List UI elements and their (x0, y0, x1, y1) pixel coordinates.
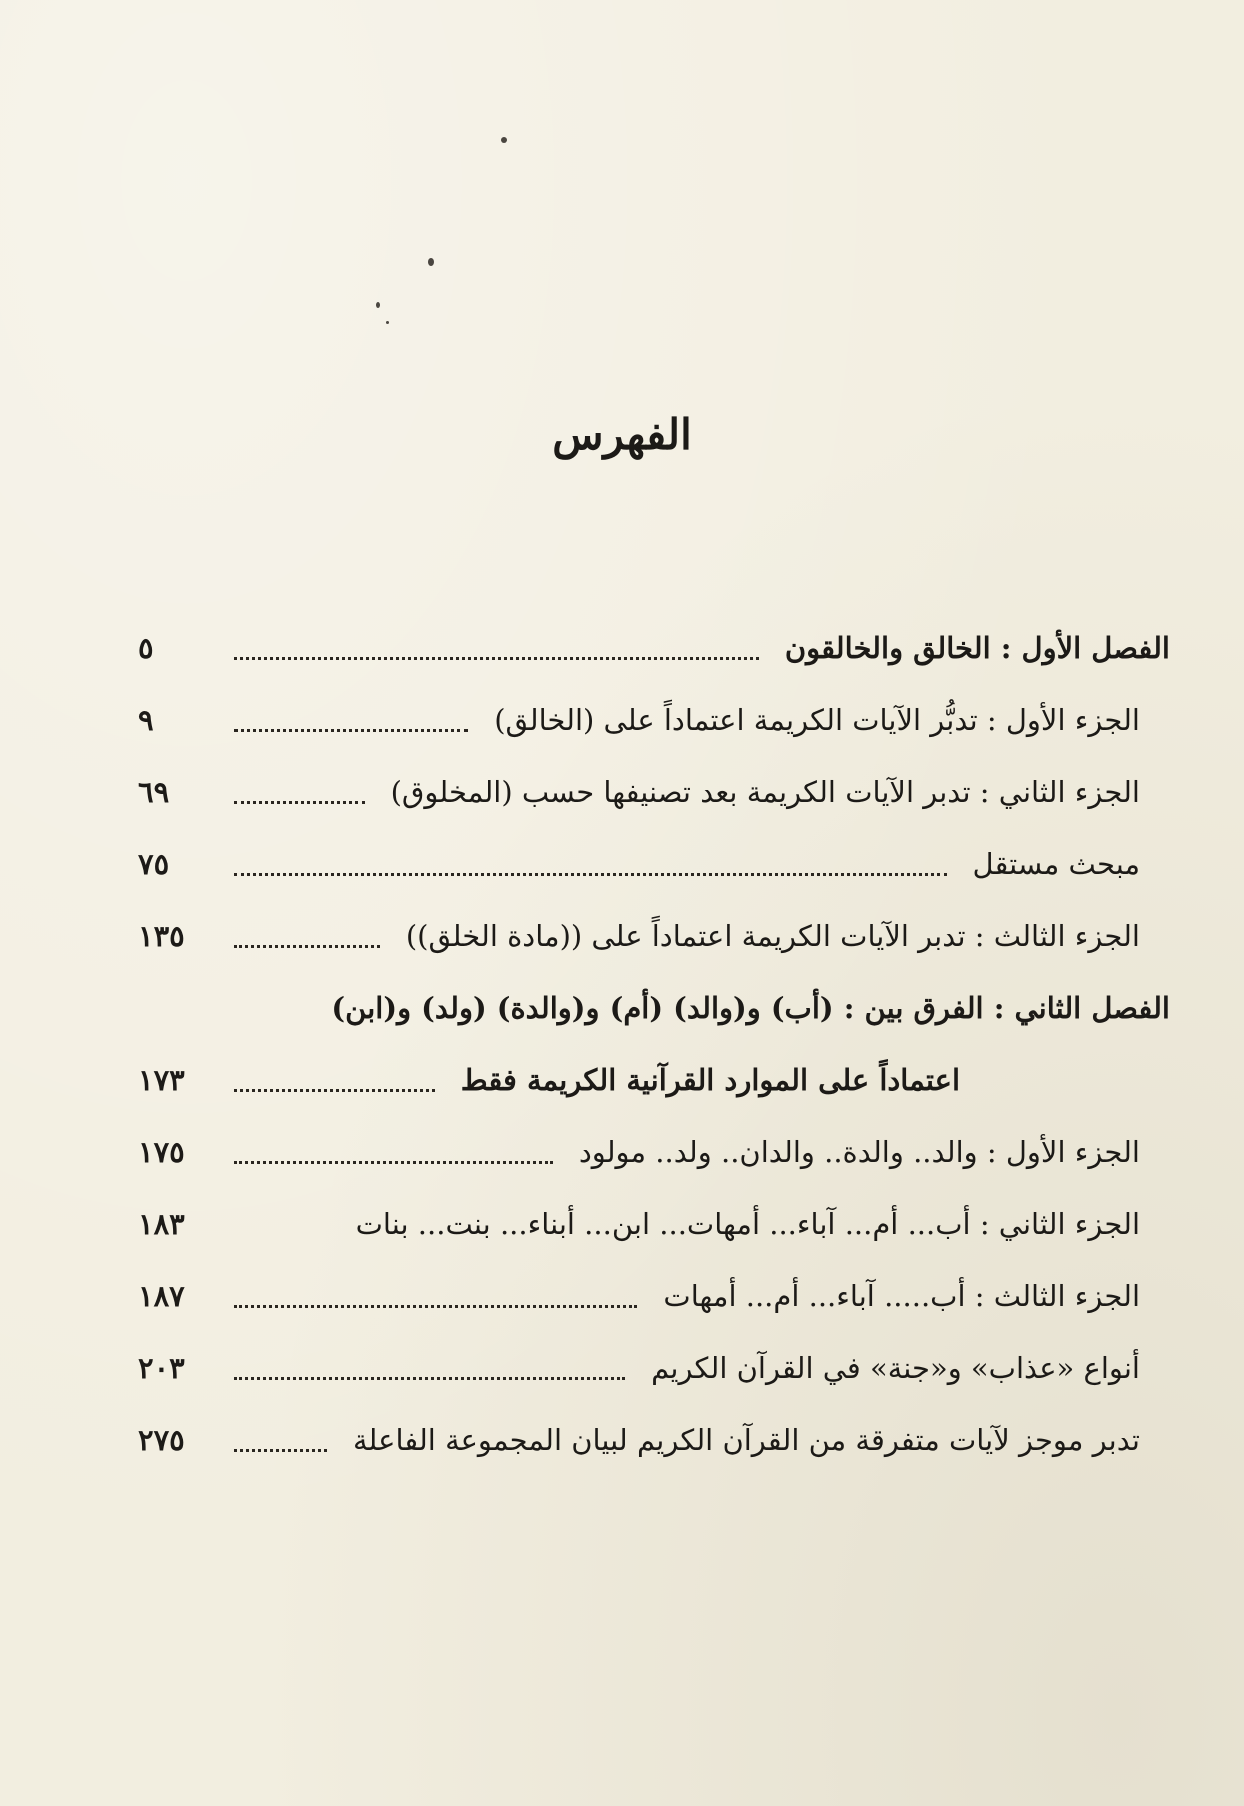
entry-title: الفصل الأول : الخالق والخالقون (784, 631, 1170, 665)
dot-leader (234, 945, 380, 948)
page-number: ١٧٥ (138, 1135, 185, 1169)
page-number: ٢٧٥ (138, 1423, 185, 1457)
entry-title: الجزء الثاني : أب... أم... آباء... أمهات... ابن... أبناء... بنت... بنات (355, 1207, 1140, 1241)
dot-leader (234, 1377, 625, 1380)
toc-entry (138, 828, 1170, 900)
paper-speck (428, 258, 434, 266)
toc-entry-chapter-1 (138, 612, 1170, 684)
toc-entry (138, 684, 1170, 756)
page-number: ١٣٥ (138, 919, 185, 953)
entry-title: اعتماداً على الموارد القرآنية الكريمة فقط (460, 1063, 960, 1097)
page-number: ١٨٣ (138, 1207, 185, 1241)
entry-title: أنواع «عذاب» و«جنة» في القرآن الكريم (651, 1351, 1140, 1385)
page-number: ٥ (138, 631, 154, 665)
toc-entry (138, 1116, 1170, 1188)
page-number: ١٧٣ (138, 1063, 185, 1097)
dot-leader (234, 657, 759, 660)
page-number: ٢٠٣ (138, 1351, 185, 1385)
dot-leader (234, 1449, 327, 1452)
page-number: ٦٩ (138, 775, 170, 809)
dot-leader (234, 1089, 435, 1092)
dot-leader (234, 873, 947, 876)
entry-title: الجزء الثالث : تدبر الآيات الكريمة اعتماداً على ((مادة الخلق)) (405, 919, 1140, 953)
dot-leader (234, 801, 365, 804)
entry-title: الجزء الأول : والد.. والدة.. والدان.. ولد.. مولود (578, 1135, 1140, 1169)
dot-leader (234, 1161, 553, 1164)
dot-leader (234, 729, 468, 732)
paper-speck (386, 321, 389, 324)
entry-title: الجزء الثاني : تدبر الآيات الكريمة بعد تصنيفها حسب (المخلوق) (390, 775, 1140, 809)
entry-title: الفصل الثاني : الفرق بين : (أب) و(والد) (أم) و(والدة) (ولد) و(ابن) (331, 991, 1170, 1025)
toc-entry (138, 1260, 1170, 1332)
entry-title: الجزء الثالث : أب..... آباء... أم... أمهات (663, 1279, 1140, 1313)
paper-speck (376, 302, 380, 308)
toc-entry (138, 756, 1170, 828)
dot-leader (234, 1305, 637, 1308)
toc-entry-chapter-2-continued (138, 1044, 1170, 1116)
toc-entry (138, 1404, 1170, 1476)
entry-title: الجزء الأول : تدبُّر الآيات الكريمة اعتماداً على (الخالق) (494, 703, 1140, 737)
entry-title: مبحث مستقل (972, 847, 1140, 881)
toc-entry-chapter-2 (138, 972, 1170, 1044)
toc-entry (138, 900, 1170, 972)
page-number: ٧٥ (138, 847, 170, 881)
paper-speck (501, 137, 507, 143)
toc-entry (138, 1332, 1170, 1404)
entry-title: تدبر موجز لآيات متفرقة من القرآن الكريم لبيان المجموعة الفاعلة (353, 1423, 1140, 1457)
table-of-contents (138, 612, 1170, 1476)
toc-entry (138, 1188, 1170, 1260)
page-title: الفهرس (552, 410, 692, 460)
page-number: ١٨٧ (138, 1279, 185, 1313)
page-number: ٩ (138, 703, 154, 737)
